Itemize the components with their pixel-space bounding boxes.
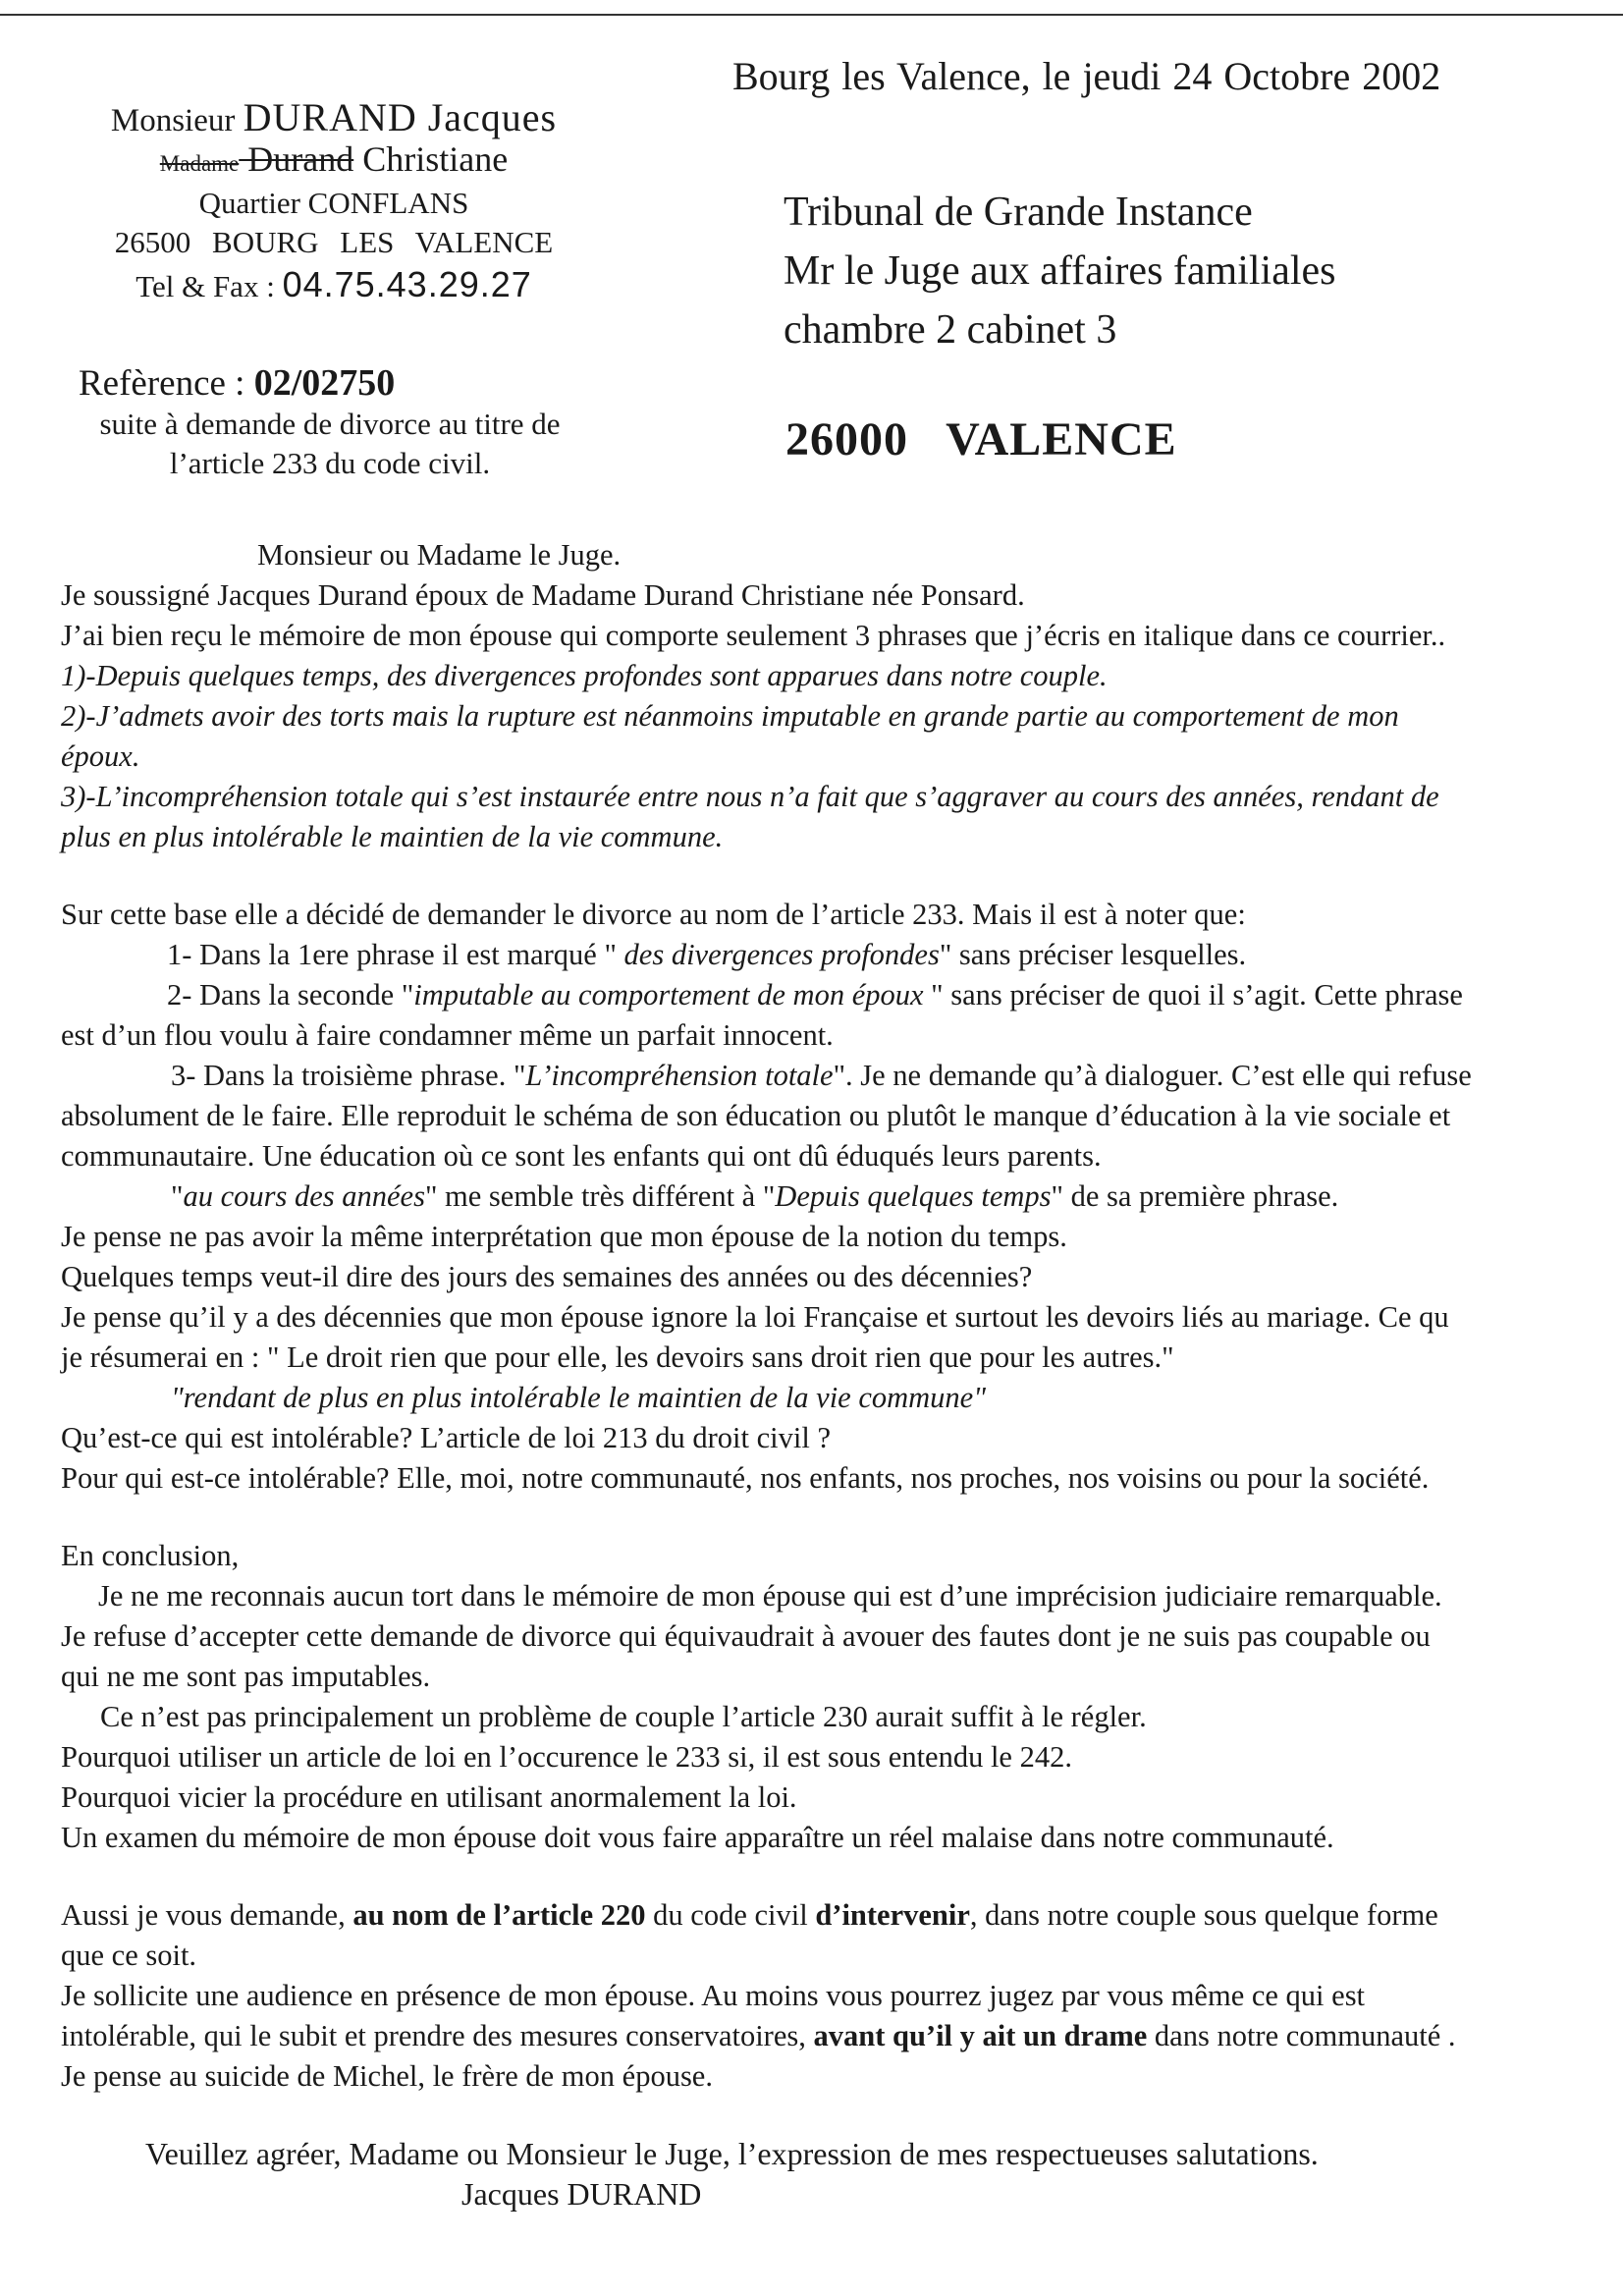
paragraph-line: Je ne me reconnais aucun tort dans le mémoire de mon épouse qui est d’une imprécision judiciaire remarquable. bbox=[98, 1579, 1442, 1613]
paragraph-line: Je sollicite une audience en présence de mon épouse. Au moins vous pourrez jugez par vous même ce qui est bbox=[61, 1979, 1366, 2012]
quote-line: plus en plus intolérable le maintien de la vie commune. bbox=[61, 820, 724, 853]
reference-note-line-1: suite à demande de divorce au titre de bbox=[99, 407, 561, 441]
text-run: du code civil bbox=[645, 1898, 816, 1932]
paragraph-line: Pourquoi utiliser un article de loi en l’occurence le 233 si, il est sous entendu le 242. bbox=[61, 1740, 1072, 1774]
paragraph-line: En conclusion, bbox=[61, 1539, 240, 1572]
text-run: " me semble très différent à " bbox=[424, 1179, 776, 1213]
bold-run: au nom de l’article 220 bbox=[352, 1898, 646, 1932]
sender-address-2: 26500 BOURG LES VALENCE bbox=[114, 225, 554, 259]
phone-label: Tel & Fax : bbox=[135, 269, 283, 303]
paragraph-line bbox=[61, 975, 1593, 1015]
paragraph-line: absolument de le faire. Elle reproduit le schéma de son éducation ou plutôt le manque d’éducation à la vie sociale et bbox=[61, 1099, 1451, 1132]
italic-run: L’incompréhension totale bbox=[525, 1059, 834, 1092]
paragraph-line bbox=[61, 935, 1593, 975]
paragraph-line: qui ne me sont pas imputables. bbox=[61, 1660, 431, 1693]
paragraph-gap bbox=[61, 2097, 1593, 2134]
sender-block bbox=[59, 94, 609, 305]
paragraph-gap bbox=[61, 1858, 1593, 1895]
madame-struck-name: Durand bbox=[239, 139, 354, 179]
reference-label: Refèrence : bbox=[79, 363, 254, 404]
text-run: " de sa première phrase. bbox=[1051, 1179, 1339, 1213]
paragraph-line: Je pense au suicide de Michel, le frère de mon épouse. bbox=[61, 2059, 713, 2093]
letter-body bbox=[61, 535, 1593, 2214]
paragraph-line: je résumerai en : " Le droit rien que pour elle, les devoirs sans droit rien que pour les autres." bbox=[61, 1340, 1174, 1374]
paragraph-line: Sur cette base elle a décidé de demander le divorce au nom de l’article 233. Mais il est à noter que: bbox=[61, 898, 1246, 931]
paragraph-line: communautaire. Une éducation où ce sont les enfants qui ont dû éduqués leurs parents. bbox=[61, 1139, 1102, 1173]
paragraph-line: Je pense qu’il y a des décennies que mon épouse ignore la loi Française et surtout les devoirs liés au mariage. Ce qu bbox=[61, 1300, 1449, 1334]
text-run: , dans notre couple sous quelque forme bbox=[969, 1898, 1438, 1932]
text-run: " bbox=[171, 1179, 184, 1213]
sender-name-main: DURAND Jacques bbox=[243, 95, 558, 139]
paragraph-gap bbox=[61, 1499, 1593, 1536]
bold-run: d’intervenir bbox=[815, 1898, 970, 1932]
text-run: " sans préciser lesquelles. bbox=[939, 938, 1247, 971]
text-run: Aussi je vous demande, bbox=[61, 1898, 353, 1932]
text-run: " sans préciser de quoi il s’agit. Cette phrase bbox=[923, 978, 1463, 1011]
sender-name bbox=[59, 94, 609, 140]
recipient-block bbox=[784, 183, 1336, 359]
text-run: dans notre communauté . bbox=[1147, 2019, 1456, 2052]
paragraph-line bbox=[61, 1895, 1593, 1936]
bold-run: avant qu’il y ait un drame bbox=[813, 2019, 1148, 2052]
top-border-line bbox=[0, 14, 1623, 16]
recipient-city: 26000 VALENCE bbox=[785, 413, 1177, 465]
madame-first-name: Christiane bbox=[353, 139, 509, 179]
paragraph-line: Quelques temps veut-il dire des jours des semaines des années ou des décennies? bbox=[61, 1260, 1033, 1293]
paragraph-line: Ce n’est pas principalement un problème de couple l’article 230 aurait suffit à le régler. bbox=[100, 1700, 1147, 1733]
paragraph-gap bbox=[61, 857, 1593, 895]
quote-line: 2)-J’admets avoir des torts mais la rupture est néanmoins imputable en grande partie au comportement de mon bbox=[61, 699, 1399, 733]
text-run: 3- Dans la troisième phrase. " bbox=[171, 1059, 526, 1092]
paragraph-line: Qu’est-ce qui est intolérable? L’article de loi 213 du droit civil ? bbox=[61, 1421, 831, 1454]
paragraph-line: Je pense ne pas avoir la même interprétation que mon épouse de la notion du temps. bbox=[61, 1220, 1067, 1253]
date-line: Bourg les Valence, le jeudi 24 Octobre 2002 bbox=[732, 54, 1441, 98]
reference-number: 02/02750 bbox=[253, 362, 396, 404]
signature-name: Jacques DURAND bbox=[461, 2176, 702, 2212]
italic-run: imputable au comportement de mon époux bbox=[413, 978, 924, 1011]
quote-line: 1)-Depuis quelques temps, des divergences profondes sont apparues dans notre couple. bbox=[61, 659, 1108, 692]
paragraph-line: Je refuse d’accepter cette demande de divorce qui équivaudrait à avouer des fautes dont je ne suis pas coupable ou bbox=[61, 1619, 1431, 1653]
sender-address-1: Quartier CONFLANS bbox=[198, 186, 469, 220]
quote-line: époux. bbox=[61, 739, 140, 773]
paragraph-line: Je soussigné Jacques Durand époux de Madame Durand Christiane née Ponsard. bbox=[61, 578, 1025, 612]
paragraph-line bbox=[61, 1056, 1593, 1096]
reference-note bbox=[75, 405, 585, 483]
reference-line bbox=[79, 361, 395, 405]
madame-prefix: Madame bbox=[159, 151, 240, 176]
text-run: ". Je ne demande qu’à dialoguer. C’est elle qui refuse bbox=[833, 1059, 1472, 1092]
sender-title: Monsieur bbox=[110, 103, 243, 138]
text-run: 2- Dans la seconde " bbox=[167, 978, 414, 1011]
text-run: intolérable, qui le subit et prendre des mesures conservatoires, bbox=[61, 2019, 814, 2052]
italic-run: Depuis quelques temps bbox=[775, 1179, 1052, 1213]
phone-number: 04.75.43.29.27 bbox=[282, 264, 532, 304]
paragraph-line: est d’un flou voulu à faire condamner même un parfait innocent. bbox=[61, 1018, 834, 1052]
reference-note-line-2: l’article 233 du code civil. bbox=[169, 446, 491, 480]
italic-run: au cours des années bbox=[183, 1179, 425, 1213]
quote-line: "rendant de plus en plus intolérable le maintien de la vie commune" bbox=[171, 1381, 987, 1414]
recipient-line-2: Mr le Juge aux affaires familiales bbox=[784, 248, 1336, 294]
italic-run: des divergences profondes bbox=[623, 938, 940, 971]
salutation: Monsieur ou Madame le Juge. bbox=[257, 538, 622, 572]
recipient-line-3: chambre 2 cabinet 3 bbox=[784, 307, 1117, 353]
paragraph-line: que ce soit. bbox=[61, 1939, 197, 1972]
paragraph-line: Pour qui est-ce intolérable? Elle, moi, notre communauté, nos enfants, nos proches, nos voisins ou pour la société. bbox=[61, 1461, 1430, 1495]
paragraph-line: Pourquoi vicier la procédure en utilisant anormalement la loi. bbox=[61, 1780, 797, 1814]
text-run: 1- Dans la 1ere phrase il est marqué " bbox=[167, 938, 624, 971]
quote-line: 3)-L’incompréhension totale qui s’est instaurée entre nous n’a fait que s’aggraver au cours des années, rendant de bbox=[61, 780, 1439, 813]
paragraph-line: Un examen du mémoire de mon épouse doit vous faire apparaître un réel malaise dans notre communauté. bbox=[61, 1821, 1334, 1854]
paragraph-line bbox=[61, 2016, 1593, 2056]
recipient-line-1: Tribunal de Grande Instance bbox=[784, 190, 1253, 235]
sender-phone bbox=[59, 264, 609, 305]
paragraph-line bbox=[61, 1176, 1593, 1217]
closing-formula: Veuillez agréer, Madame ou Monsieur le Juge, l’expression de mes respectueuses salutations. bbox=[145, 2136, 1319, 2171]
paragraph-line: J’ai bien reçu le mémoire de mon épouse qui comporte seulement 3 phrases que j’écris en italique dans ce courrier.. bbox=[61, 619, 1446, 652]
sender-madame-line bbox=[59, 138, 609, 180]
